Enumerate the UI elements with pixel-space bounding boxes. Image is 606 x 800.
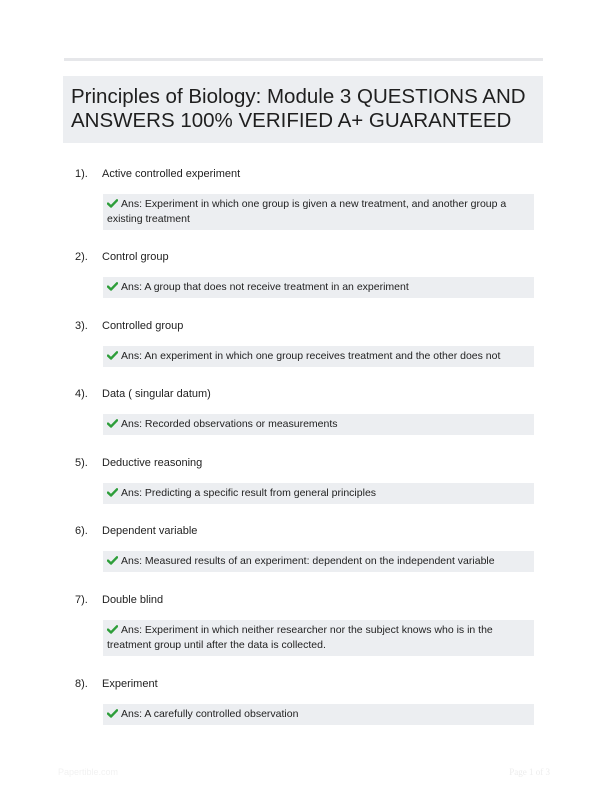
answer-text: Ans: An experiment in which one group receives treatment and the other does not	[121, 350, 501, 362]
answer-text: Ans: Experiment in which one group is given a new treatment, and another group a existing treatment	[107, 198, 507, 225]
question-number: 2).	[75, 251, 88, 263]
check-icon	[107, 419, 118, 428]
question-term: Experiment	[102, 678, 158, 690]
page-number: Page 1 of 3	[509, 767, 550, 777]
answer-box	[103, 620, 534, 656]
question-term: Data ( singular datum)	[102, 388, 211, 400]
question-number: 8).	[75, 678, 88, 690]
question-term: Controlled group	[102, 320, 184, 332]
footer-watermark: Papertible.com	[58, 767, 119, 777]
answer-text: Ans: Experiment in which neither researcher nor the subject knows who is in the treatment group until after the data is collected.	[107, 624, 493, 651]
answer-box	[103, 414, 534, 435]
question-number: 3).	[75, 320, 88, 332]
question-term: Double blind	[102, 594, 164, 606]
question-number: 5).	[75, 457, 88, 469]
answer-box	[103, 551, 534, 572]
check-icon	[107, 199, 118, 208]
answer-box	[103, 346, 534, 367]
question-number: 1).	[75, 168, 88, 180]
answer-text: Ans: Recorded observations or measurements	[121, 418, 338, 430]
answer-box	[103, 194, 534, 230]
question-term: Dependent variable	[102, 525, 198, 537]
check-icon	[107, 282, 118, 291]
answer-text: Ans: Measured results of an experiment: dependent on the independent variable	[121, 555, 495, 567]
question-term: Deductive reasoning	[102, 457, 203, 469]
check-icon	[107, 709, 118, 718]
question-term: Active controlled experiment	[102, 168, 241, 180]
answer-box	[103, 704, 534, 725]
check-icon	[107, 351, 118, 360]
question-number: 7).	[75, 594, 88, 606]
document-title: Principles of Biology: Module 3 QUESTIONS AND ANSWERS 100% VERIFIED A+ GUARANTEED	[71, 85, 526, 132]
check-icon	[107, 488, 118, 497]
question-term: Control group	[102, 251, 169, 263]
top-divider	[64, 58, 543, 61]
answer-text: Ans: A carefully controlled observation	[121, 708, 299, 720]
check-icon	[107, 625, 118, 634]
title-block	[63, 76, 543, 143]
question-number: 4).	[75, 388, 88, 400]
answer-box	[103, 483, 534, 504]
question-number: 6).	[75, 525, 88, 537]
check-icon	[107, 556, 118, 565]
answer-text: Ans: Predicting a specific result from general principles	[121, 487, 377, 499]
answer-text: Ans: A group that does not receive treatment in an experiment	[121, 281, 409, 293]
answer-box	[103, 277, 534, 298]
